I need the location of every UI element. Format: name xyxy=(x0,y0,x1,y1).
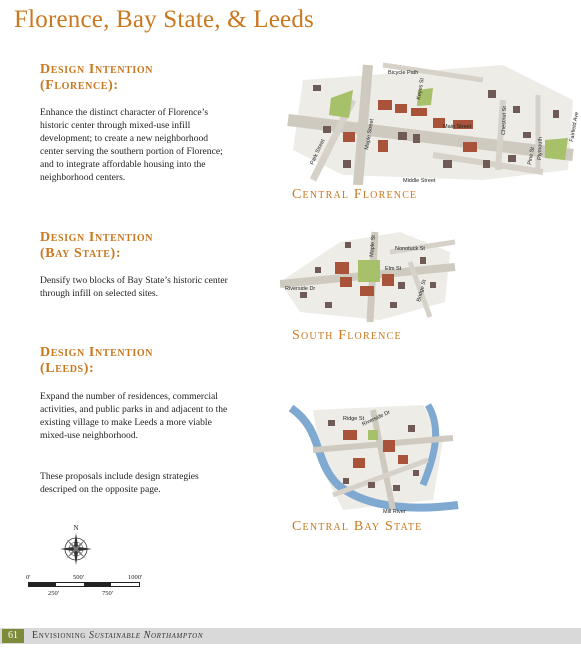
map-label: Middle Street xyxy=(403,178,436,184)
scale-label: 250' xyxy=(48,590,59,597)
scale-label: 1000' xyxy=(128,574,143,581)
footer-italic-label: Sustainable Northampton xyxy=(89,630,204,641)
map-label: Pine St xyxy=(527,146,537,166)
map-label: Plymouth xyxy=(537,136,544,161)
scale-label: 500' xyxy=(73,574,84,581)
map-caption: South Florence xyxy=(292,328,402,343)
scale-label: 0' xyxy=(26,574,31,581)
map-label: Riverside Dr xyxy=(361,409,392,428)
map-label: Keyes St xyxy=(416,77,426,101)
section-text-bay-state: Densify two blocks of Bay State’s historic center through infill on selected sites. xyxy=(40,275,228,299)
south-florence-map xyxy=(280,222,460,322)
central-florence-map xyxy=(283,60,581,185)
map-label: Main Street xyxy=(443,124,472,130)
compass-rose-icon xyxy=(58,523,94,567)
map-caption: Central Bay State xyxy=(292,519,423,534)
heading-line: Design Intention xyxy=(40,230,154,245)
map-label: Bridge St xyxy=(416,279,428,303)
section-text-florence: Enhance the distinct character of Florence’s historic center through mixed-use infill development; to create a new neighborhood center serving the southern portion of Florence; and to integrate affordable housing into the neighborhood centers. xyxy=(40,107,223,183)
map-label: Maple St xyxy=(369,235,377,258)
section-text-leeds: Expand the number of residences, commercial activities, and public parks in and adjacent to the existing village to make Leeds a more viable mixed-use neighborhood. xyxy=(40,391,228,441)
central-bay-state-map xyxy=(283,400,463,518)
scale-label: 750' xyxy=(102,590,113,597)
map-label: Ridge St xyxy=(343,416,365,422)
section-heading-florence xyxy=(40,62,153,94)
heading-line: (Florence): xyxy=(40,78,119,93)
map-label: Bicycle Path xyxy=(388,70,419,76)
heading-line: (Leeds): xyxy=(40,361,95,376)
map-label: Maple Street xyxy=(364,118,376,151)
heading-line: (Bay State): xyxy=(40,246,122,261)
map-label: Elm St xyxy=(385,266,402,272)
section-heading-bay-state xyxy=(40,230,153,262)
map-label: Nonotuck St xyxy=(395,246,425,252)
heading-line: Design Intention xyxy=(40,62,154,77)
footer-text xyxy=(32,629,203,643)
page-number: 61 xyxy=(2,629,24,643)
svg-text:N: N xyxy=(73,524,79,532)
scale-bar-graphic xyxy=(28,582,140,587)
map-label: Mill River xyxy=(383,509,406,515)
scale-bar xyxy=(24,574,150,604)
section-heading-leeds xyxy=(40,345,153,377)
map-caption: Central Florence xyxy=(292,187,418,202)
section-text-leeds-2: These proposals include design strategies descriped on the opposite page. xyxy=(40,471,199,495)
heading-line: Design Intention xyxy=(40,345,154,360)
footer-label: Envisioning xyxy=(32,630,86,641)
map-label: Park Street xyxy=(309,138,327,166)
map-label: Chestnut St xyxy=(501,106,509,136)
page-title: Florence, Bay State, & Leeds xyxy=(14,6,314,33)
map-label: Riverside Dr xyxy=(285,286,316,292)
map-label: Fairfield Ave xyxy=(569,111,581,143)
